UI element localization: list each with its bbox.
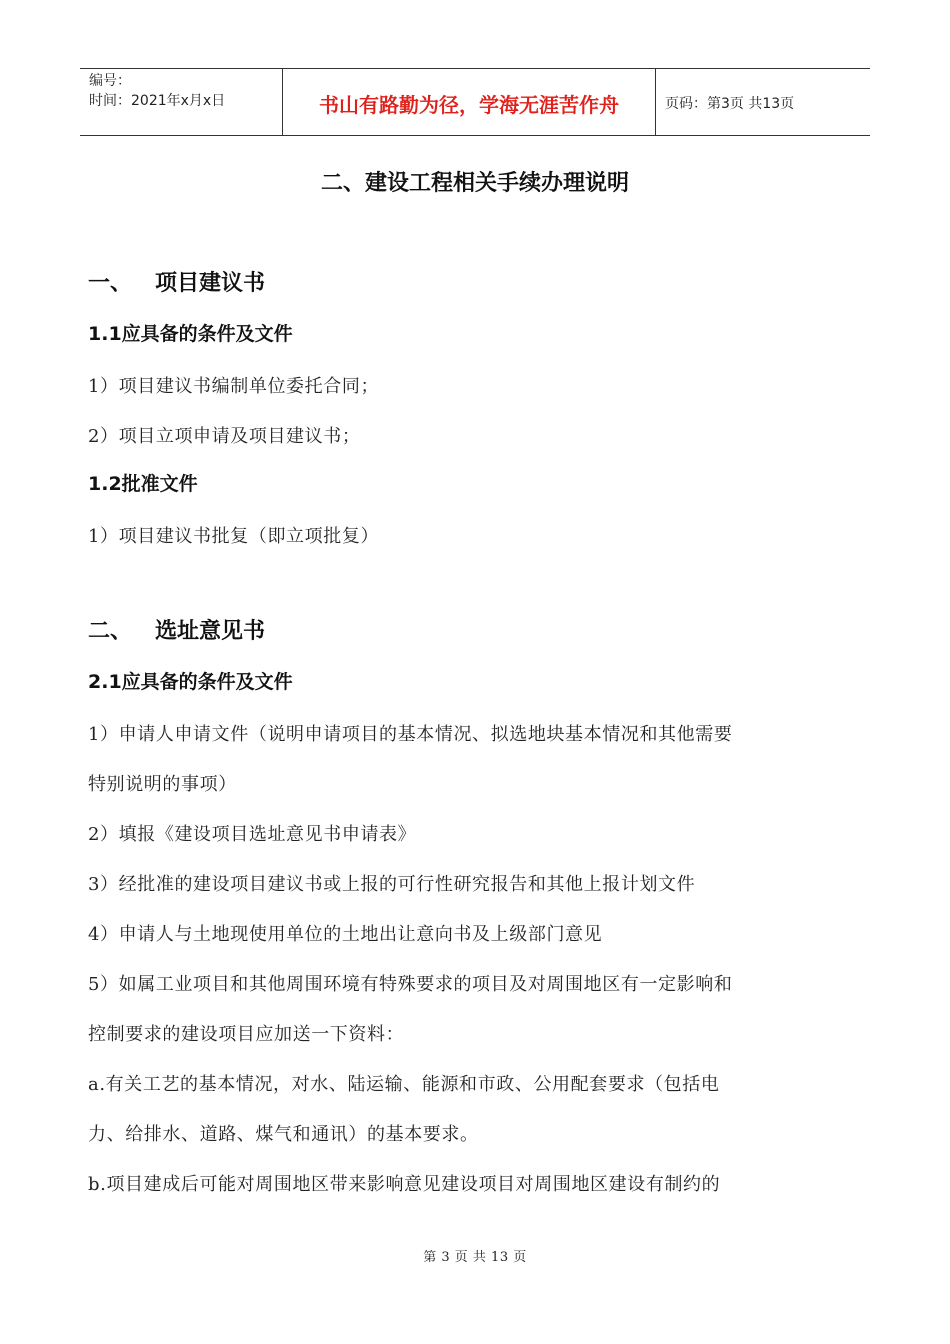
paragraph-line: 2）填报《建设项目选址意见书申请表》: [88, 824, 417, 845]
paragraph-line: 1）申请人申请文件（说明申请项目的基本情况、拟选地块基本情况和其他需要: [88, 724, 733, 745]
header-table: [80, 68, 870, 136]
paragraph-line: 力、给排水、道路、煤气和通讯）的基本要求。: [88, 1124, 479, 1145]
subsection-heading: 1.2批准文件: [88, 473, 198, 495]
section-heading-2: [88, 610, 866, 660]
paragraph-line: 3）经批准的建设项目建议书或上报的可行性研究报告和其他上报计划文件: [88, 874, 696, 895]
section-number: 二、: [88, 619, 133, 644]
page-footer: 第 3 页 共 13 页: [423, 1250, 527, 1265]
header-motto: 书山有路勤为径，学海无涯苦作舟: [283, 69, 656, 135]
list-item: 1）项目建议书编制单位委托合同；: [88, 376, 380, 397]
section-number: 一、: [88, 271, 133, 296]
paragraph-line: 4）申请人与土地现使用单位的土地出让意向书及上级部门意见: [88, 924, 603, 945]
subsection-heading: 2.1应具备的条件及文件: [88, 671, 293, 693]
subsection-heading: 1.1应具备的条件及文件: [88, 323, 293, 345]
section-heading-1: [88, 262, 866, 312]
paragraph-line: 5）如属工业项目和其他周围环境有特殊要求的项目及对周围地区有一定影响和: [88, 974, 733, 995]
section-title: 项目建议书: [155, 271, 266, 296]
paragraph-line: b.项目建成后可能对周围地区带来影响意见建设项目对周围地区建设有制约的: [88, 1174, 721, 1195]
section-title: 选址意见书: [155, 619, 266, 644]
paragraph-line: 控制要求的建设项目应加送一下资料：: [88, 1024, 405, 1045]
document-body: [88, 262, 866, 1210]
paragraph-line: 特别说明的事项）: [88, 774, 237, 795]
header-date-label: 时间：2021年x月x日: [89, 93, 226, 109]
list-item: 2）项目立项申请及项目建议书；: [88, 426, 361, 447]
document-title: 二、建设工程相关手续办理说明: [320, 171, 629, 196]
section-spacer: [88, 562, 866, 610]
header-page-info: 页码：第3页 共13页: [665, 96, 795, 112]
paragraph-line: a.有关工艺的基本情况，对水、陆运输、能源和市政、公用配套要求（包括电: [88, 1074, 720, 1095]
header-number-label: 编号：: [89, 73, 131, 89]
list-item: 1）项目建议书批复（即立项批复）: [88, 526, 380, 547]
header-meta-cell: [80, 69, 283, 135]
